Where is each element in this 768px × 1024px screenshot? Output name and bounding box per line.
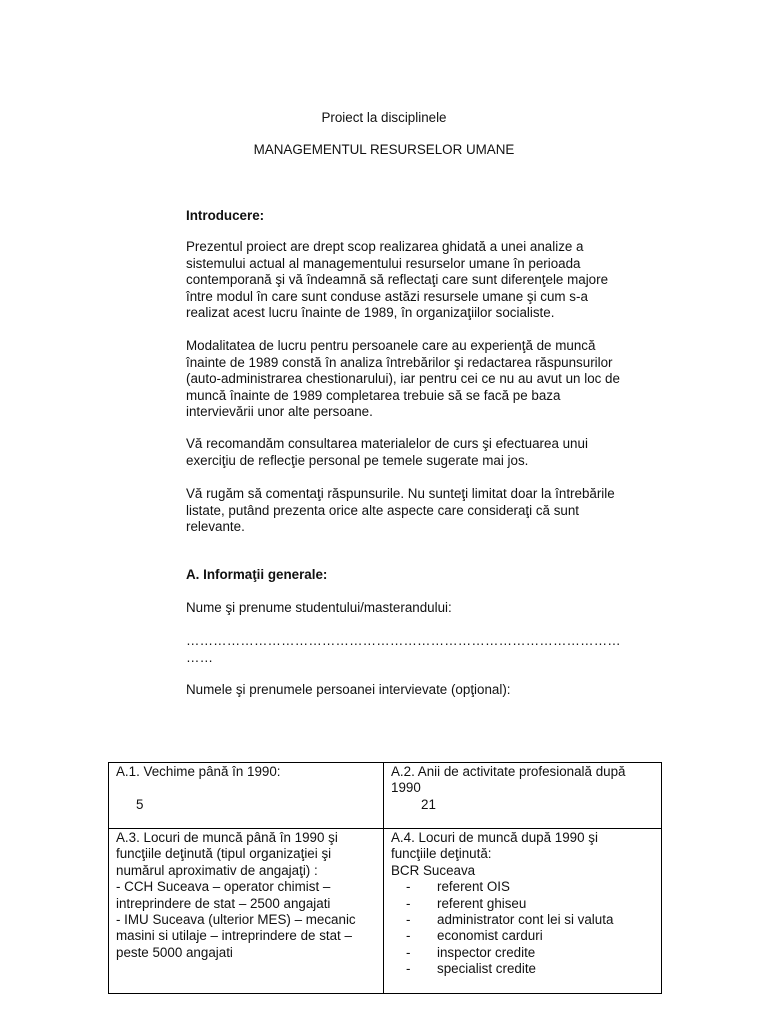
list-item: - referent ghiseu (391, 896, 656, 912)
a1-value: 5 (136, 797, 144, 813)
list-item: - economist carduri (391, 928, 656, 944)
section-a-heading: A. Informaţii generale: (186, 567, 328, 582)
header-course-title: MANAGEMENTUL RESURSELOR UMANE (253, 142, 515, 157)
intro-heading: Introducere: (186, 208, 265, 223)
student-name-field[interactable]: …………………………………………………………………………………… …… (186, 633, 621, 665)
list-item: - referent OIS (391, 879, 656, 895)
general-info-table (108, 762, 662, 994)
header-line-1: Proiect la disciplinele (321, 110, 447, 125)
a4-role-list (391, 879, 656, 977)
student-name-label: Nume şi prenume studentului/masterandului: (186, 600, 452, 615)
a2-value: 21 (421, 796, 436, 812)
a4-employer: BCR Suceava (391, 862, 476, 878)
cell-a4 (384, 829, 662, 994)
a3-text: A.3. Locuri de muncă până în 1990 şi funcţiile deţinută (tipul organizaţiei şi numărul aproximativ de angajaţi) : - CCH Suceava – operator chimist – intreprindere de stat – 2500 angajati - IMU Suceava (ulterior MES) – mecanic masini si utilaje – intreprindere de stat – peste 5000 angajati (116, 830, 356, 960)
intro-paragraph: Vă recomandăm consultarea materialelor de curs şi efectuarea unui exerciţiu de reflecţie personal pe temele sugerate mai jos. (186, 436, 588, 468)
list-item: - specialist credite (391, 961, 656, 977)
a4-label: A.4. Locuri de muncă după 1990 şi funcţiile deţinută: (391, 830, 598, 862)
a2-label: A.2. Anii de activitate profesională după 1990 (391, 764, 626, 796)
intro-paragraph: Vă rugăm să comentaţi răspunsurile. Nu sunteţi limitat doar la întrebările listate, putând prezenta orice alte aspecte care consideraţi că sunt relevante. (186, 486, 615, 535)
list-item: - inspector credite (391, 945, 656, 961)
intro-paragraph: Prezentul proiect are drept scop realizarea ghidată a unei analize a sistemului actual al managementului resurselor umane în perioada contemporană şi vă îndeamnă să reflectaţi care sunt diferenţele majore între modul în care sunt conduse astăzi resursele umane şi cum s-a realizat acest lucru înainte de 1989, în organizaţiilor socialiste. (186, 239, 609, 321)
cell-a1 (109, 763, 384, 829)
intro-paragraph: Modalitatea de lucru pentru persoanele care au experienţă de muncă înainte de 1989 constă în analiza întrebărilor şi redactarea răspunsurilor (auto-administrarea chestionarului), iar pentru cei ce nu au avut un loc de muncă înainte de 1989 completarea trebuie să se facă pe baza intervievării unor alte persoane. (186, 338, 620, 420)
cell-a3 (109, 829, 384, 994)
cell-a2 (384, 763, 662, 829)
interviewee-name-label: Numele şi prenumele persoanei intervievate (opţional): (186, 682, 511, 697)
a1-label: A.1. Vechime până în 1990: (116, 764, 281, 779)
list-item: - administrator cont lei si valuta (391, 912, 656, 928)
